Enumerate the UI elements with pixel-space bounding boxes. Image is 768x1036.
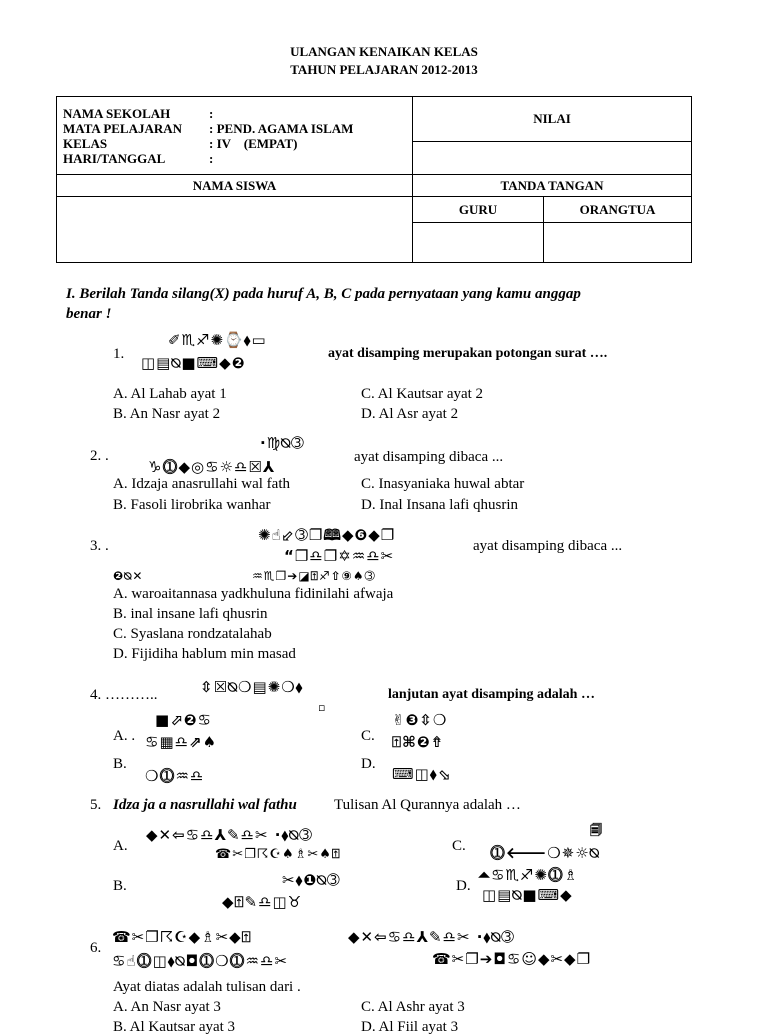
guru-header: GURU — [413, 197, 544, 223]
q5-option-d-arabic-bottom: ◫▤⍉■⌨◆ — [482, 886, 573, 904]
q5-option-b-arabic-top: ✂⬧❶⍉➂ — [282, 871, 341, 889]
q2-text: ayat disamping dibaca ... — [354, 449, 504, 465]
q4-option-a-arabic: ■⬀❷♋ — [155, 711, 212, 729]
orangtua-header: ORANGTUA — [544, 197, 692, 223]
q2-arabic-verse-top: ·♍⍉➂ — [260, 434, 305, 452]
q5-option-a-arabic-bottom: ☎✂❐☈☪♠♗✂♠⍐ — [215, 847, 341, 862]
q5-option-c-arabic-top: 🗐 — [590, 823, 603, 837]
q4-option-c[interactable]: C. — [361, 728, 375, 744]
q4-text: lanjutan ayat disamping adalah … — [388, 687, 595, 702]
q4-option-c-arabic: ✌❸⇳❍ — [392, 711, 448, 729]
q5-option-d-arabic-top: ⏶♋♏♐✺⓵♗ — [478, 866, 579, 884]
instruction-line2: benar ! — [66, 306, 112, 322]
q1-arabic-verse-top: ✐♏♐✺⌚⬧▭ — [168, 331, 267, 349]
q5-option-d[interactable]: D. — [456, 878, 471, 894]
nilai-header: NILAI — [413, 97, 692, 142]
q5-option-b[interactable]: B. — [113, 878, 127, 894]
q6-arabic-verse-r2: ☎✂❐➔◘♋☺◆✂◆❐ — [432, 950, 592, 968]
q5-text: Tulisan Al Qurannya adalah … — [334, 797, 521, 813]
q4-option-b[interactable]: B. — [113, 756, 127, 772]
q3-text: ayat disamping dibaca ... — [473, 538, 623, 554]
q4-option-a-arabic-2: ♋▦♎⇗♠ — [145, 733, 218, 751]
kelas-label: KELAS — [63, 135, 108, 151]
kelas-value: : IV (EMPAT) — [209, 135, 298, 151]
q6-arabic-verse-l1: ☎✂❐☈☪◆♗✂◆⍐ — [112, 928, 252, 946]
q5-option-a-arabic-top: ◆✕⇦♋♎⅄✎♎✂ ·⬧⍉➂ — [146, 826, 313, 844]
q6-arabic-verse-r1: ◆✕⇦♋♎⅄✎♎✂ ·⬧⍉➂ — [348, 928, 515, 946]
q3-option-a[interactable]: A. waroaitannasa yadkhuluna fidinilahi afwaja — [113, 586, 394, 602]
mata-pelajaran-value: : PEND. AGAMA ISLAM — [209, 120, 354, 136]
q3-arabic-verse-left: ❷⍉✕ — [113, 569, 144, 583]
q2-option-c[interactable]: C. Inasyaniaka huwal abtar — [361, 476, 525, 492]
nama-siswa-header: NAMA SISWA — [57, 175, 413, 197]
q2-option-d[interactable]: D. Inal Insana lafi qhusrin — [361, 497, 519, 513]
q3-option-b[interactable]: B. inal insane lafi qhusrin — [113, 606, 268, 622]
q6-arabic-verse-l2: ♋☝⓵◫⬧⍉◘⓵❍⓵♒♎✂ — [112, 952, 289, 970]
q4-option-d-arabic: ⌨◫⬧⬂ — [392, 765, 452, 783]
q4-option-a[interactable]: A. . — [113, 728, 136, 744]
mata-pelajaran-label: MATA PELAJARAN — [63, 120, 183, 136]
hari-tanggal-value[interactable]: : — [209, 150, 214, 166]
q2-arabic-verse-bottom: ♑⓵◆◎♋☼♎☒⅄ — [148, 458, 276, 476]
q3-option-d[interactable]: D. Fijidiha hablum min masad — [113, 646, 296, 662]
q4-number: 4. ……….. — [90, 687, 158, 703]
q4-option-b-arabic: ❍⓵♒♎ — [145, 767, 205, 785]
q3-option-c[interactable]: C. Syaslana rondzatalahab — [113, 626, 272, 642]
nilai-field[interactable] — [413, 142, 692, 175]
q3-arabic-verse-top: ✺☝⬃➂❐🕮◆❻◆❐ — [258, 526, 396, 544]
q2-option-b[interactable]: B. Fasoli lirobrika wanhar — [113, 497, 271, 513]
q5-latin-text: Idza ja a nasrullahi wal fathu — [113, 797, 297, 813]
nama-sekolah-label: NAMA SEKOLAH — [63, 105, 171, 121]
q6-text: Ayat diatas adalah tulisan dari . — [113, 979, 301, 995]
guru-signature-field[interactable] — [413, 223, 544, 263]
q1-option-a[interactable]: A. Al Lahab ayat 1 — [113, 386, 227, 402]
q6-number: 6. — [90, 940, 102, 956]
q5-option-c[interactable]: C. — [452, 838, 466, 854]
q5-option-b-arabic-bottom: ◆⍐✎♎◫♉ — [222, 893, 303, 911]
orangtua-signature-field[interactable] — [544, 223, 692, 263]
q1-option-c[interactable]: C. Al Kautsar ayat 2 — [361, 386, 484, 402]
q2-option-a[interactable]: A. Idzaja anasrullahi wal fath — [113, 476, 291, 492]
q3-arabic-verse-mid: “❐♎❐✡♒♎✂ — [284, 547, 395, 565]
q4-verse-mark: ▫ — [318, 701, 327, 714]
nama-sekolah-value[interactable]: : — [209, 105, 214, 121]
student-identity-table — [56, 96, 692, 263]
q1-number: 1. — [113, 346, 125, 362]
q1-option-b[interactable]: B. An Nasr ayat 2 — [113, 406, 221, 422]
exam-title: ULANGAN KENAIKAN KELAS — [290, 44, 478, 59]
q6-option-a[interactable]: A. An Nasr ayat 3 — [113, 999, 221, 1015]
q6-option-c[interactable]: C. Al Ashr ayat 3 — [361, 999, 465, 1015]
instruction-line1: I. Berilah Tanda silang(X) pada huruf A, B, C pada pernyataan yang kamu anggap — [66, 286, 581, 302]
q6-option-b[interactable]: B. Al Kautsar ayat 3 — [113, 1019, 236, 1035]
q5-option-c-arabic: ⓵🡐❍✵☼⍉ — [490, 844, 600, 862]
q2-number: 2. . — [90, 448, 109, 464]
q1-option-d[interactable]: D. Al Asr ayat 2 — [361, 406, 459, 422]
q4-arabic-verse: ⇳☒⍉❍▤✺❍⬧ — [200, 678, 304, 696]
q1-text: ayat disamping merupakan potongan surat …. — [328, 346, 608, 361]
q1-arabic-verse-bottom: ◫▤⍉■⌨◆❷ — [141, 354, 246, 372]
q6-option-d[interactable]: D. Al Fiil ayat 3 — [361, 1019, 459, 1035]
exam-year: TAHUN PELAJARAN 2012-2013 — [290, 62, 478, 77]
school-info-cell — [57, 97, 413, 175]
nama-siswa-field[interactable] — [57, 197, 413, 263]
q4-option-d[interactable]: D. — [361, 756, 376, 772]
q4-option-c-arabic-2: ⍐⌘❷⇮ — [392, 733, 445, 751]
q5-number: 5. — [90, 797, 102, 813]
q3-number: 3. . — [90, 538, 109, 554]
q3-arabic-verse-bottom: ♒♏❐➔◪⍐♐⇧⑨♠➂ — [252, 569, 376, 583]
q5-option-a[interactable]: A. — [113, 838, 128, 854]
hari-tanggal-label: HARI/TANGGAL — [63, 150, 166, 166]
tanda-tangan-header: TANDA TANGAN — [413, 175, 692, 197]
